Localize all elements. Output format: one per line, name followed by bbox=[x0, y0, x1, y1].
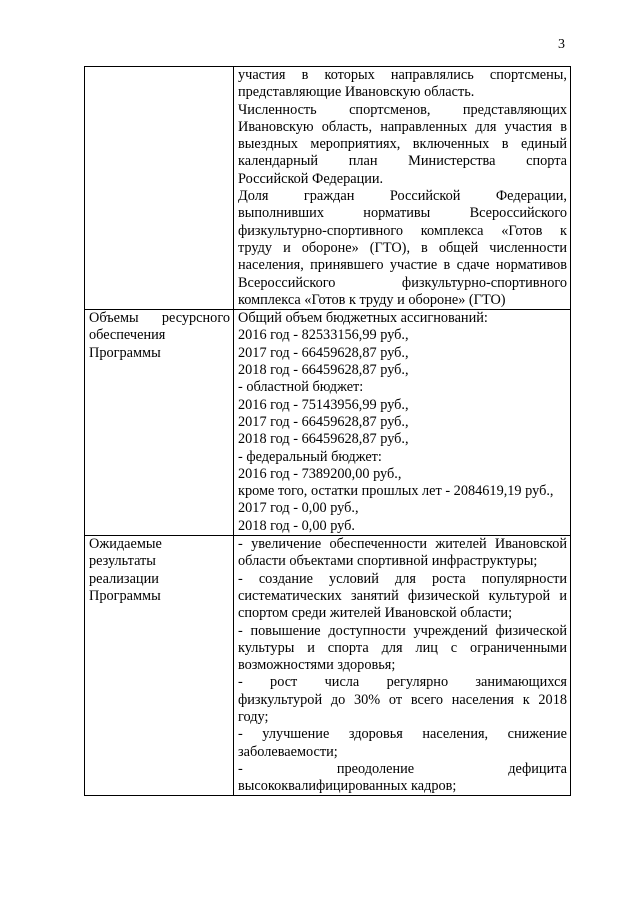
row-content-line: представляющие Ивановскую область. bbox=[238, 84, 475, 101]
row-content-line: 2016 год - 75143956,99 руб., bbox=[238, 396, 409, 413]
row-content-cell bbox=[234, 67, 571, 310]
row-label-line: Программы bbox=[89, 587, 161, 604]
row-content-line: выездных мероприятиях, включенных в единый bbox=[238, 136, 567, 153]
row-content-line: - увеличение обеспеченности жителей Ивановской bbox=[238, 536, 567, 553]
row-content-line: 2016 год - 82533156,99 руб., bbox=[238, 327, 409, 344]
row-content-line: систематических занятий физической культурой и bbox=[238, 587, 567, 604]
row-content-line: 2016 год - 7389200,00 руб., bbox=[238, 465, 402, 482]
row-content-line: 2018 год - 0,00 руб. bbox=[238, 517, 355, 534]
row-label-line: Программы bbox=[89, 344, 161, 361]
row-content-line: календарный план Министерства спорта bbox=[238, 153, 567, 170]
row-content-line: области объектами спортивной инфраструктуры; bbox=[238, 553, 538, 570]
row-content-line: году; bbox=[238, 708, 269, 725]
table-row bbox=[85, 310, 571, 536]
row-label-line: реализации bbox=[89, 570, 159, 587]
row-content-line: культуры и спорта для лиц с ограниченными bbox=[238, 639, 567, 656]
row-label-line: результаты bbox=[89, 553, 156, 570]
row-content-line: физкультурой до 30% от всего населения к 2018 bbox=[238, 691, 567, 708]
table-row bbox=[85, 536, 571, 796]
row-content-line: Ивановскую область, направленных для участия в bbox=[238, 118, 567, 135]
row-label-line: обеспечения bbox=[89, 327, 166, 344]
row-content-line: 2017 год - 0,00 руб., bbox=[238, 500, 359, 517]
row-label-line: Объемы ресурсного bbox=[89, 310, 230, 327]
row-content-line: 2018 год - 66459628,87 руб., bbox=[238, 362, 409, 379]
row-content-line: высококвалифицированных кадров; bbox=[238, 778, 457, 795]
row-label-line: Ожидаемые bbox=[89, 536, 162, 553]
row-content-cell bbox=[234, 536, 571, 796]
row-content-line: труду и обороне» (ГТО), в общей численности bbox=[238, 239, 567, 256]
row-content-line: спортом среди жителей Ивановской области; bbox=[238, 605, 513, 622]
page-number: 3 bbox=[558, 37, 565, 52]
row-content-line: - создание условий для роста популярности bbox=[238, 570, 567, 587]
row-content-line: выполнивших нормативы Всероссийского bbox=[238, 205, 567, 222]
row-content-line: Доля граждан Российской Федерации, bbox=[238, 188, 567, 205]
row-content-line: заболеваемости; bbox=[238, 743, 338, 760]
row-content-line: участия в которых направлялись спортсмены, bbox=[238, 67, 567, 83]
row-content-line: населения, принявшего участие в сдаче нормативов bbox=[238, 257, 567, 274]
row-label-cell bbox=[85, 310, 234, 536]
row-content-line: - улучшение здоровья населения, снижение bbox=[238, 726, 567, 743]
row-content-line: физкультурно-спортивного комплекса «Готов к bbox=[238, 222, 567, 239]
row-content-line: 2017 год - 66459628,87 руб., bbox=[238, 413, 409, 430]
row-content-line: Общий объем бюджетных ассигнований: bbox=[238, 310, 488, 327]
row-content-line: Всероссийского физкультурно-спортивного bbox=[238, 274, 567, 291]
row-content-line: Численность спортсменов, представляющих bbox=[238, 101, 567, 118]
row-label-cell bbox=[85, 536, 234, 796]
row-label-cell bbox=[85, 67, 234, 310]
row-content-line: возможностями здоровья; bbox=[238, 657, 396, 674]
row-content-line: - повышение доступности учреждений физической bbox=[238, 622, 567, 639]
row-content-line: 2018 год - 66459628,87 руб., bbox=[238, 431, 409, 448]
row-content-line: 2017 год - 66459628,87 руб., bbox=[238, 344, 409, 361]
row-content-line: кроме того, остатки прошлых лет - 2084619,19 руб., bbox=[238, 483, 554, 500]
row-content-line: - преодоление дефицита bbox=[238, 760, 567, 777]
row-content-line: - федеральный бюджет: bbox=[238, 448, 382, 465]
row-content-line: - областной бюджет: bbox=[238, 379, 364, 396]
table-row bbox=[85, 67, 571, 310]
row-content-cell bbox=[234, 310, 571, 536]
row-content-line: комплекса «Готов к труду и обороне» (ГТО) bbox=[238, 291, 506, 308]
program-passport-table bbox=[84, 66, 571, 796]
row-content-line: Российской Федерации. bbox=[238, 170, 384, 187]
row-content-line: - рост числа регулярно занимающихся bbox=[238, 674, 567, 691]
